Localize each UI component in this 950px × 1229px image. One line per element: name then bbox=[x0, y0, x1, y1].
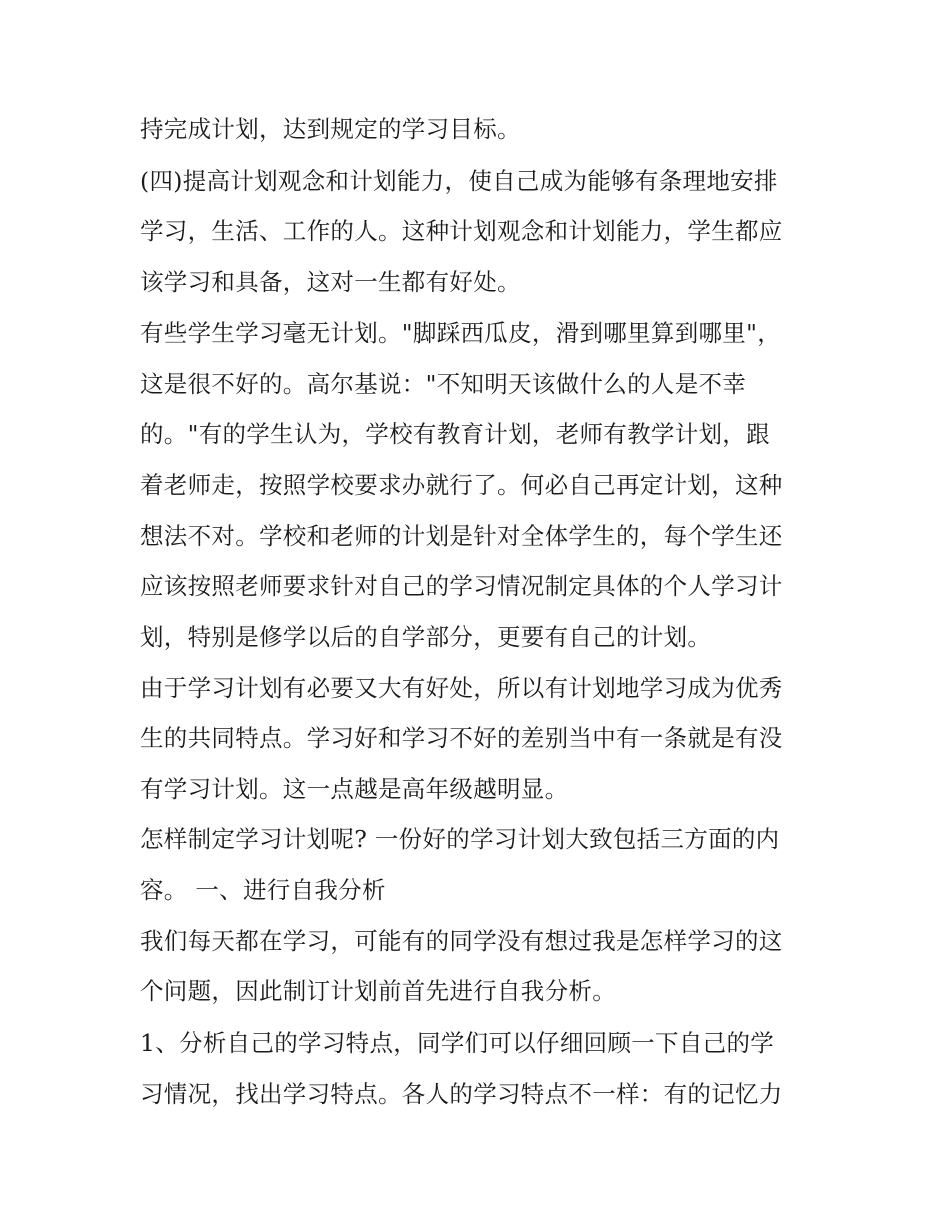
text-line-19: 1、分析自己的学习特点，同学们可以仔细回顾一下自己的学 bbox=[140, 1029, 775, 1057]
text-line-12: 由于学习计划有必要又大有好处，所以有计划地学习成为优秀 bbox=[140, 674, 783, 702]
text-line-4: 该学习和具备，这对一生都有好处。 bbox=[140, 268, 521, 296]
text-line-14: 有学习计划。这一点越是高年级越明显。 bbox=[140, 775, 569, 803]
text-line-5: 有些学生学习毫无计划。"脚踩西瓜皮，滑到哪里算到哪里"， bbox=[140, 319, 782, 347]
text-line-9: 想法不对。学校和老师的计划是针对全体学生的，每个学生还 bbox=[140, 522, 783, 550]
text-line-15: 怎样制定学习计划呢? 一份好的学习计划大致包括三方面的内 bbox=[140, 825, 780, 853]
text-line-1: 持完成计划，达到规定的学习目标。 bbox=[140, 115, 521, 143]
text-line-16: 容。 一、进行自我分析 bbox=[140, 876, 386, 904]
text-line-10: 应该按照老师要求针对自己的学习情况制定具体的个人学习计 bbox=[140, 572, 783, 600]
text-line-2: (四)提高计划观念和计划能力，使自己成为能够有条理地安排 bbox=[140, 167, 778, 195]
text-line-6: 这是很不好的。高尔基说："不知明天该做什么的人是不幸 bbox=[140, 370, 747, 398]
text-line-20: 习情况，找出学习特点。各人的学习特点不一样：有的记忆力 bbox=[140, 1080, 783, 1108]
text-line-3: 学习，生活、工作的人。这种计划观念和计划能力，学生都应 bbox=[140, 217, 783, 245]
text-line-17: 我们每天都在学习，可能有的同学没有想过我是怎样学习的这 bbox=[140, 927, 783, 955]
text-line-7: 的。"有的学生认为，学校有教育计划，老师有教学计划，跟 bbox=[140, 420, 770, 448]
text-line-18: 个问题，因此制订计划前首先进行自我分析。 bbox=[140, 977, 616, 1005]
text-line-13: 生的共同特点。学习好和学习不好的差别当中有一条就是有没 bbox=[140, 724, 783, 752]
text-line-11: 划，特别是修学以后的自学部分，更要有自己的计划。 bbox=[140, 623, 712, 651]
text-line-8: 着老师走，按照学校要求办就行了。何必自己再定计划，这种 bbox=[140, 471, 783, 499]
